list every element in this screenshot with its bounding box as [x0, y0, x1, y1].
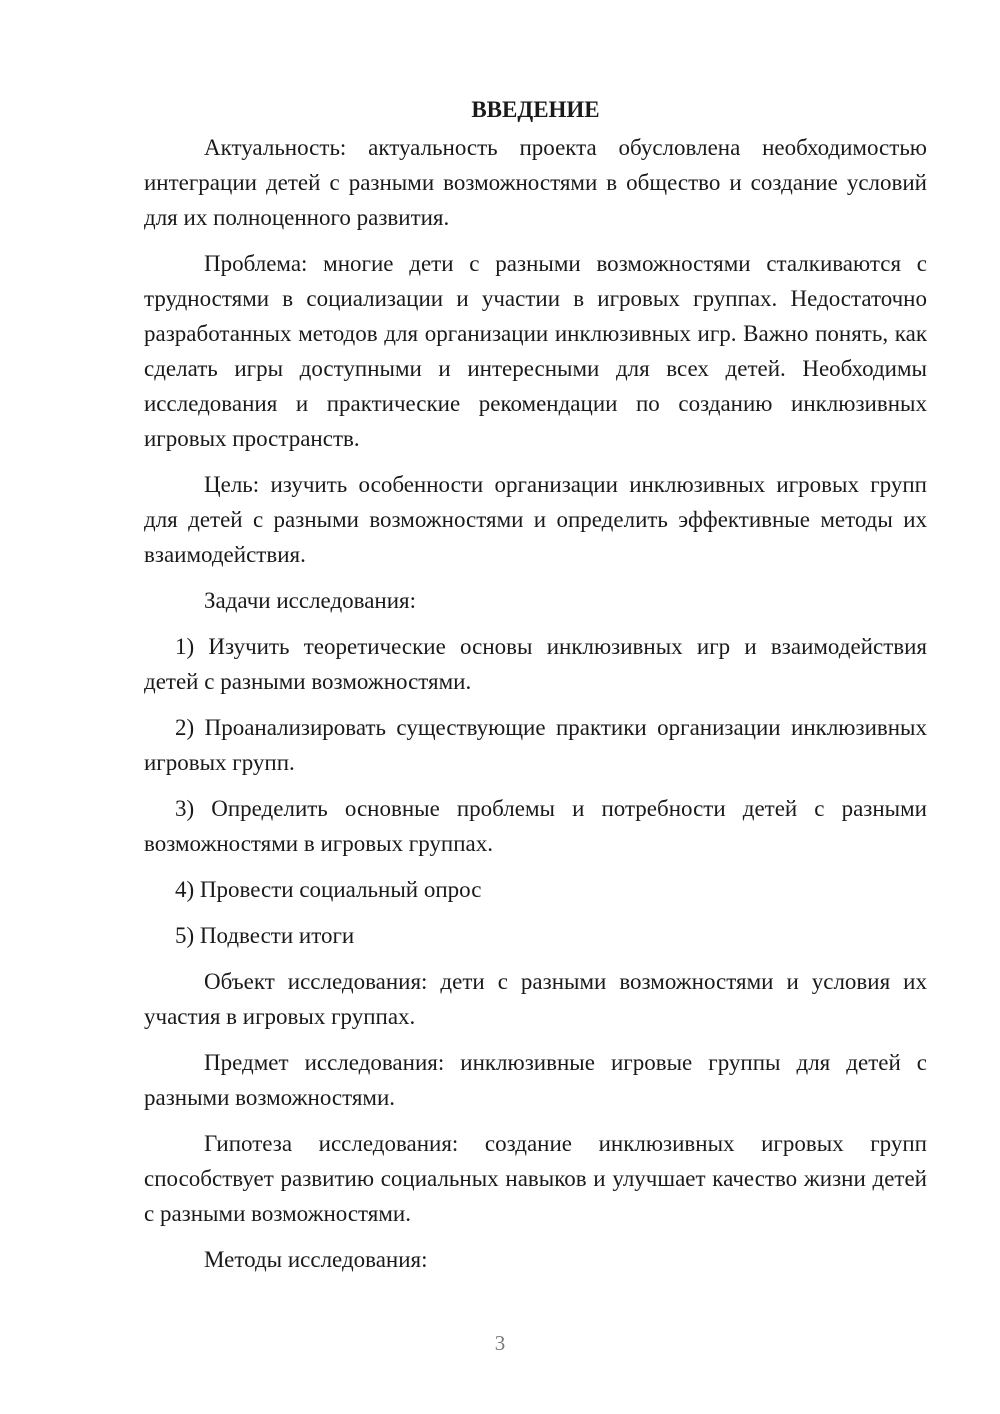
- paragraph-hypothesis: Гипотеза исследования: создание инклюзивных игровых групп способствует развитию социальных навыков и улучшает качество жизни детей с разными возможностями.: [144, 1131, 927, 1226]
- tasks-heading: Задачи исследования:: [204, 588, 417, 613]
- paragraph-problem: Проблема: многие дети с разными возможностями сталкиваются с трудностями в социализации и участии в игровых группах. Недостаточно разработанных методов для организации инклюзивных игр. Важно понять, как сделать игры доступными и интересными для всех детей. Необходимы исследования и практические рекомендации по созданию инклюзивных игровых пространств.: [144, 251, 927, 451]
- methods-heading: Методы исследования:: [204, 1247, 428, 1272]
- paragraph-relevance: Актуальность: актуальность проекта обусловлена необходимостью интеграции детей с разными возможностями в общество и создание условий для их полноценного развития.: [144, 135, 927, 230]
- page-title: ВВЕДЕНИЕ: [471, 97, 600, 122]
- document-page: [144, 90, 927, 1288]
- task-item-4: 4) Провести социальный опрос: [175, 877, 482, 902]
- page-number: 3: [494, 1331, 506, 1355]
- task-item-2: 2) Проанализировать существующие практики организации инклюзивных игровых групп.: [144, 715, 927, 775]
- task-item-1: 1) Изучить теоретические основы инклюзивных игр и взаимодействия детей с разными возможностями.: [144, 634, 927, 694]
- paragraph-subject: Предмет исследования: инклюзивные игровые группы для детей с разными возможностями.: [144, 1050, 927, 1110]
- task-item-5: 5) Подвести итоги: [175, 923, 355, 948]
- paragraph-goal: Цель: изучить особенности организации инклюзивных игровых групп для детей с разными возможностями и определить эффективные методы их взаимодействия.: [144, 472, 927, 567]
- task-item-3: 3) Определить основные проблемы и потребности детей с разными возможностями в игровых группах.: [144, 796, 927, 856]
- paragraph-object: Объект исследования: дети с разными возможностями и условия их участия в игровых группах.: [144, 969, 927, 1029]
